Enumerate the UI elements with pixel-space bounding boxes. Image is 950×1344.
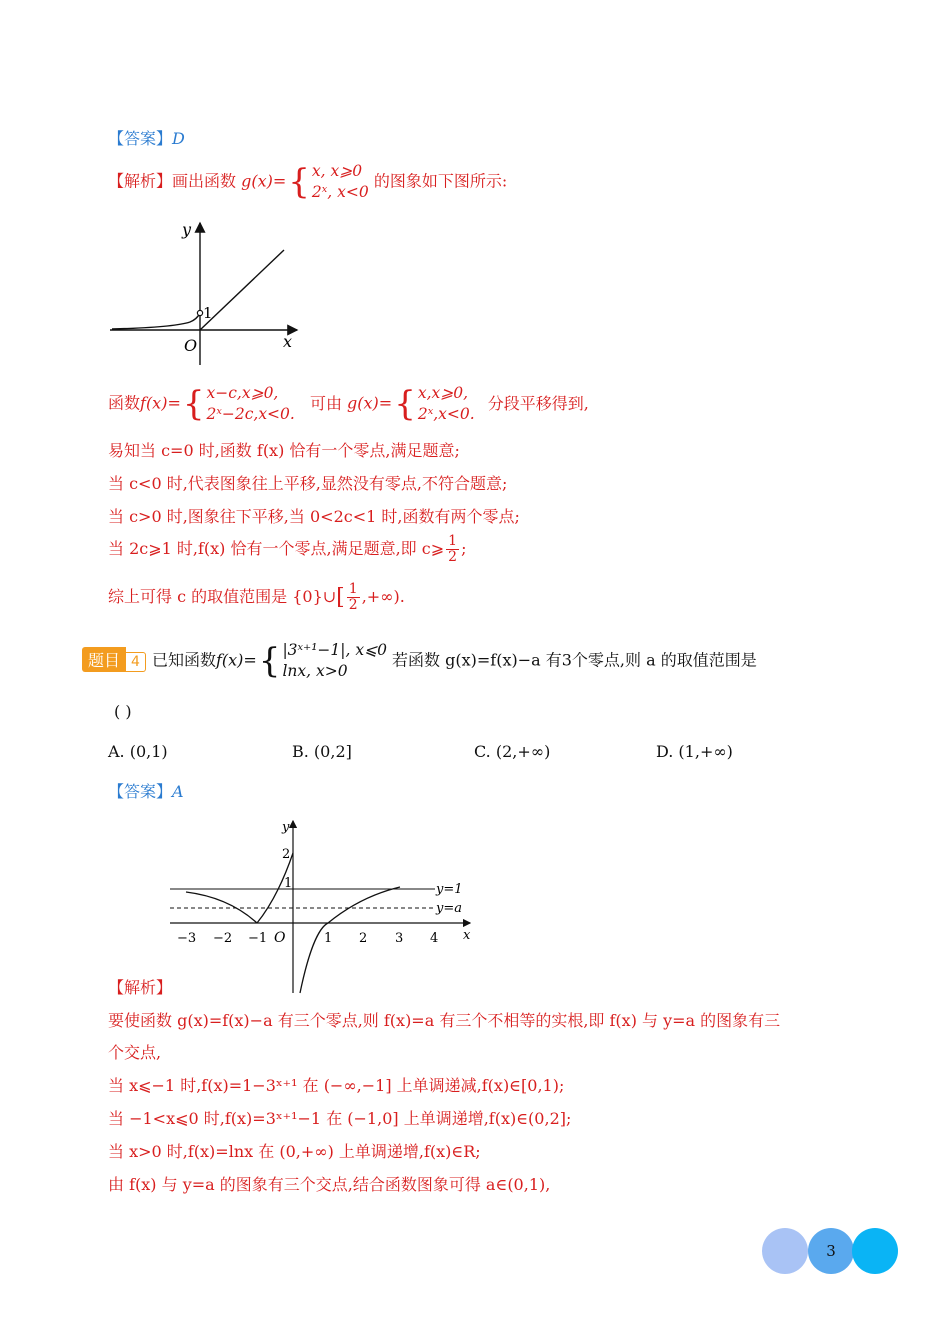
x-tick-label: 3	[395, 931, 404, 946]
origin-label: O	[184, 336, 198, 355]
prev-analysis-line6: 当 2c⩾1 时,f(x) 恰有一个零点,满足题意,即 c⩾ $\frac{1}{2}$ ;	[108, 533, 467, 565]
analysis-label: 【解析】	[108, 978, 173, 997]
linear-branch	[200, 250, 284, 330]
x-label: x	[463, 928, 471, 943]
prev-analysis-line2: 函数f(x)={ x−c,x⩾0, 2ˣ−2c,x<0. 可由 g(x)={ x,x⩾0, 2ˣ,x<0. 分段平移得到,	[108, 384, 589, 424]
y-tick-label: 1	[284, 876, 293, 891]
y-label: y	[282, 820, 290, 835]
analysis-line2: 个交点,	[108, 1043, 162, 1062]
analysis-line5: 当 x>0 时,f(x)=lnx 在 (0,+∞) 上单调递增,f(x)∈R;	[108, 1142, 481, 1161]
prev-analysis-line7: 综上可得 c 的取值范围是 {0}∪[ $\frac{1}{2}$ ,+∞).	[108, 581, 405, 613]
prev-analysis-line1: 【解析】画出函数 g(x)={ x, x⩾0 2ˣ, x<0 的图象如下图所示:	[108, 162, 508, 202]
open-point	[197, 310, 202, 315]
option-a: A. (0,1)	[108, 742, 168, 761]
y-label: y	[182, 220, 192, 239]
label-ya: y=a	[436, 901, 462, 916]
analysis-line1: 要使函数 g(x)=f(x)−a 有三个零点,则 f(x)=a 有三个不相等的实根,即 f(x) 与 y=a 的图象有三	[108, 1011, 781, 1030]
x-tick-label: −3	[177, 931, 197, 946]
prev-analysis-line5: 当 c>0 时,图象往下平移,当 0<2c<1 时,函数有两个零点;	[108, 507, 520, 526]
page-circle-middle	[808, 1228, 854, 1274]
analysis-line4: 当 −1<x⩽0 时,f(x)=3ˣ⁺¹−1 在 (−1,0] 上单调递增,f(x)∈(0,2];	[108, 1109, 572, 1128]
graph-f	[160, 815, 480, 995]
page-number: 3	[826, 1242, 836, 1260]
question-4: 题目 4 已知函数f(x)={ |3ˣ⁺¹−1|, x⩽0 lnx, x>0 若函数 g(x)=f(x)−a 有3个零点,则 a 的取值范围是	[82, 640, 757, 682]
question-tag: 题目	[82, 647, 126, 672]
x-tick-label: 4	[430, 931, 439, 946]
label-y1: y=1	[436, 882, 463, 897]
analysis-line6: 由 f(x) 与 y=a 的图象有三个交点,结合函数图象可得 a∈(0,1),	[108, 1175, 551, 1194]
prev-analysis-line4: 当 c<0 时,代表图象往上平移,显然没有零点,不符合题意;	[108, 474, 508, 493]
analysis-line3: 当 x⩽−1 时,f(x)=1−3ˣ⁺¹ 在 (−∞,−1] 上单调递减,f(x)∈[0,1);	[108, 1076, 565, 1095]
exp-curve	[112, 313, 200, 329]
x-tick-label: 2	[359, 931, 368, 946]
branch-lnx	[300, 887, 400, 993]
question-number: 4	[126, 652, 146, 672]
origin-label: O	[274, 930, 286, 946]
y-tick-label: 2	[282, 847, 291, 862]
answer: 【答案】A	[108, 782, 184, 801]
graph-g	[100, 215, 310, 375]
x-tick-label: −2	[213, 931, 233, 946]
option-c: C. (2,+∞)	[474, 742, 551, 761]
prev-answer: 【答案】D	[108, 129, 185, 148]
one-label: 1	[203, 304, 213, 322]
x-tick-label: 1	[324, 931, 333, 946]
x-tick-label: −1	[248, 931, 268, 946]
question-paren: ( )	[114, 702, 132, 721]
option-d: D. (1,+∞)	[656, 742, 733, 761]
page-circle-right	[852, 1228, 898, 1274]
x-label: x	[283, 332, 293, 351]
prev-analysis-line3: 易知当 c=0 时,函数 f(x) 恰有一个零点,满足题意;	[108, 441, 460, 460]
option-b: B. (0,2]	[292, 742, 352, 761]
page-circle-left	[762, 1228, 808, 1274]
